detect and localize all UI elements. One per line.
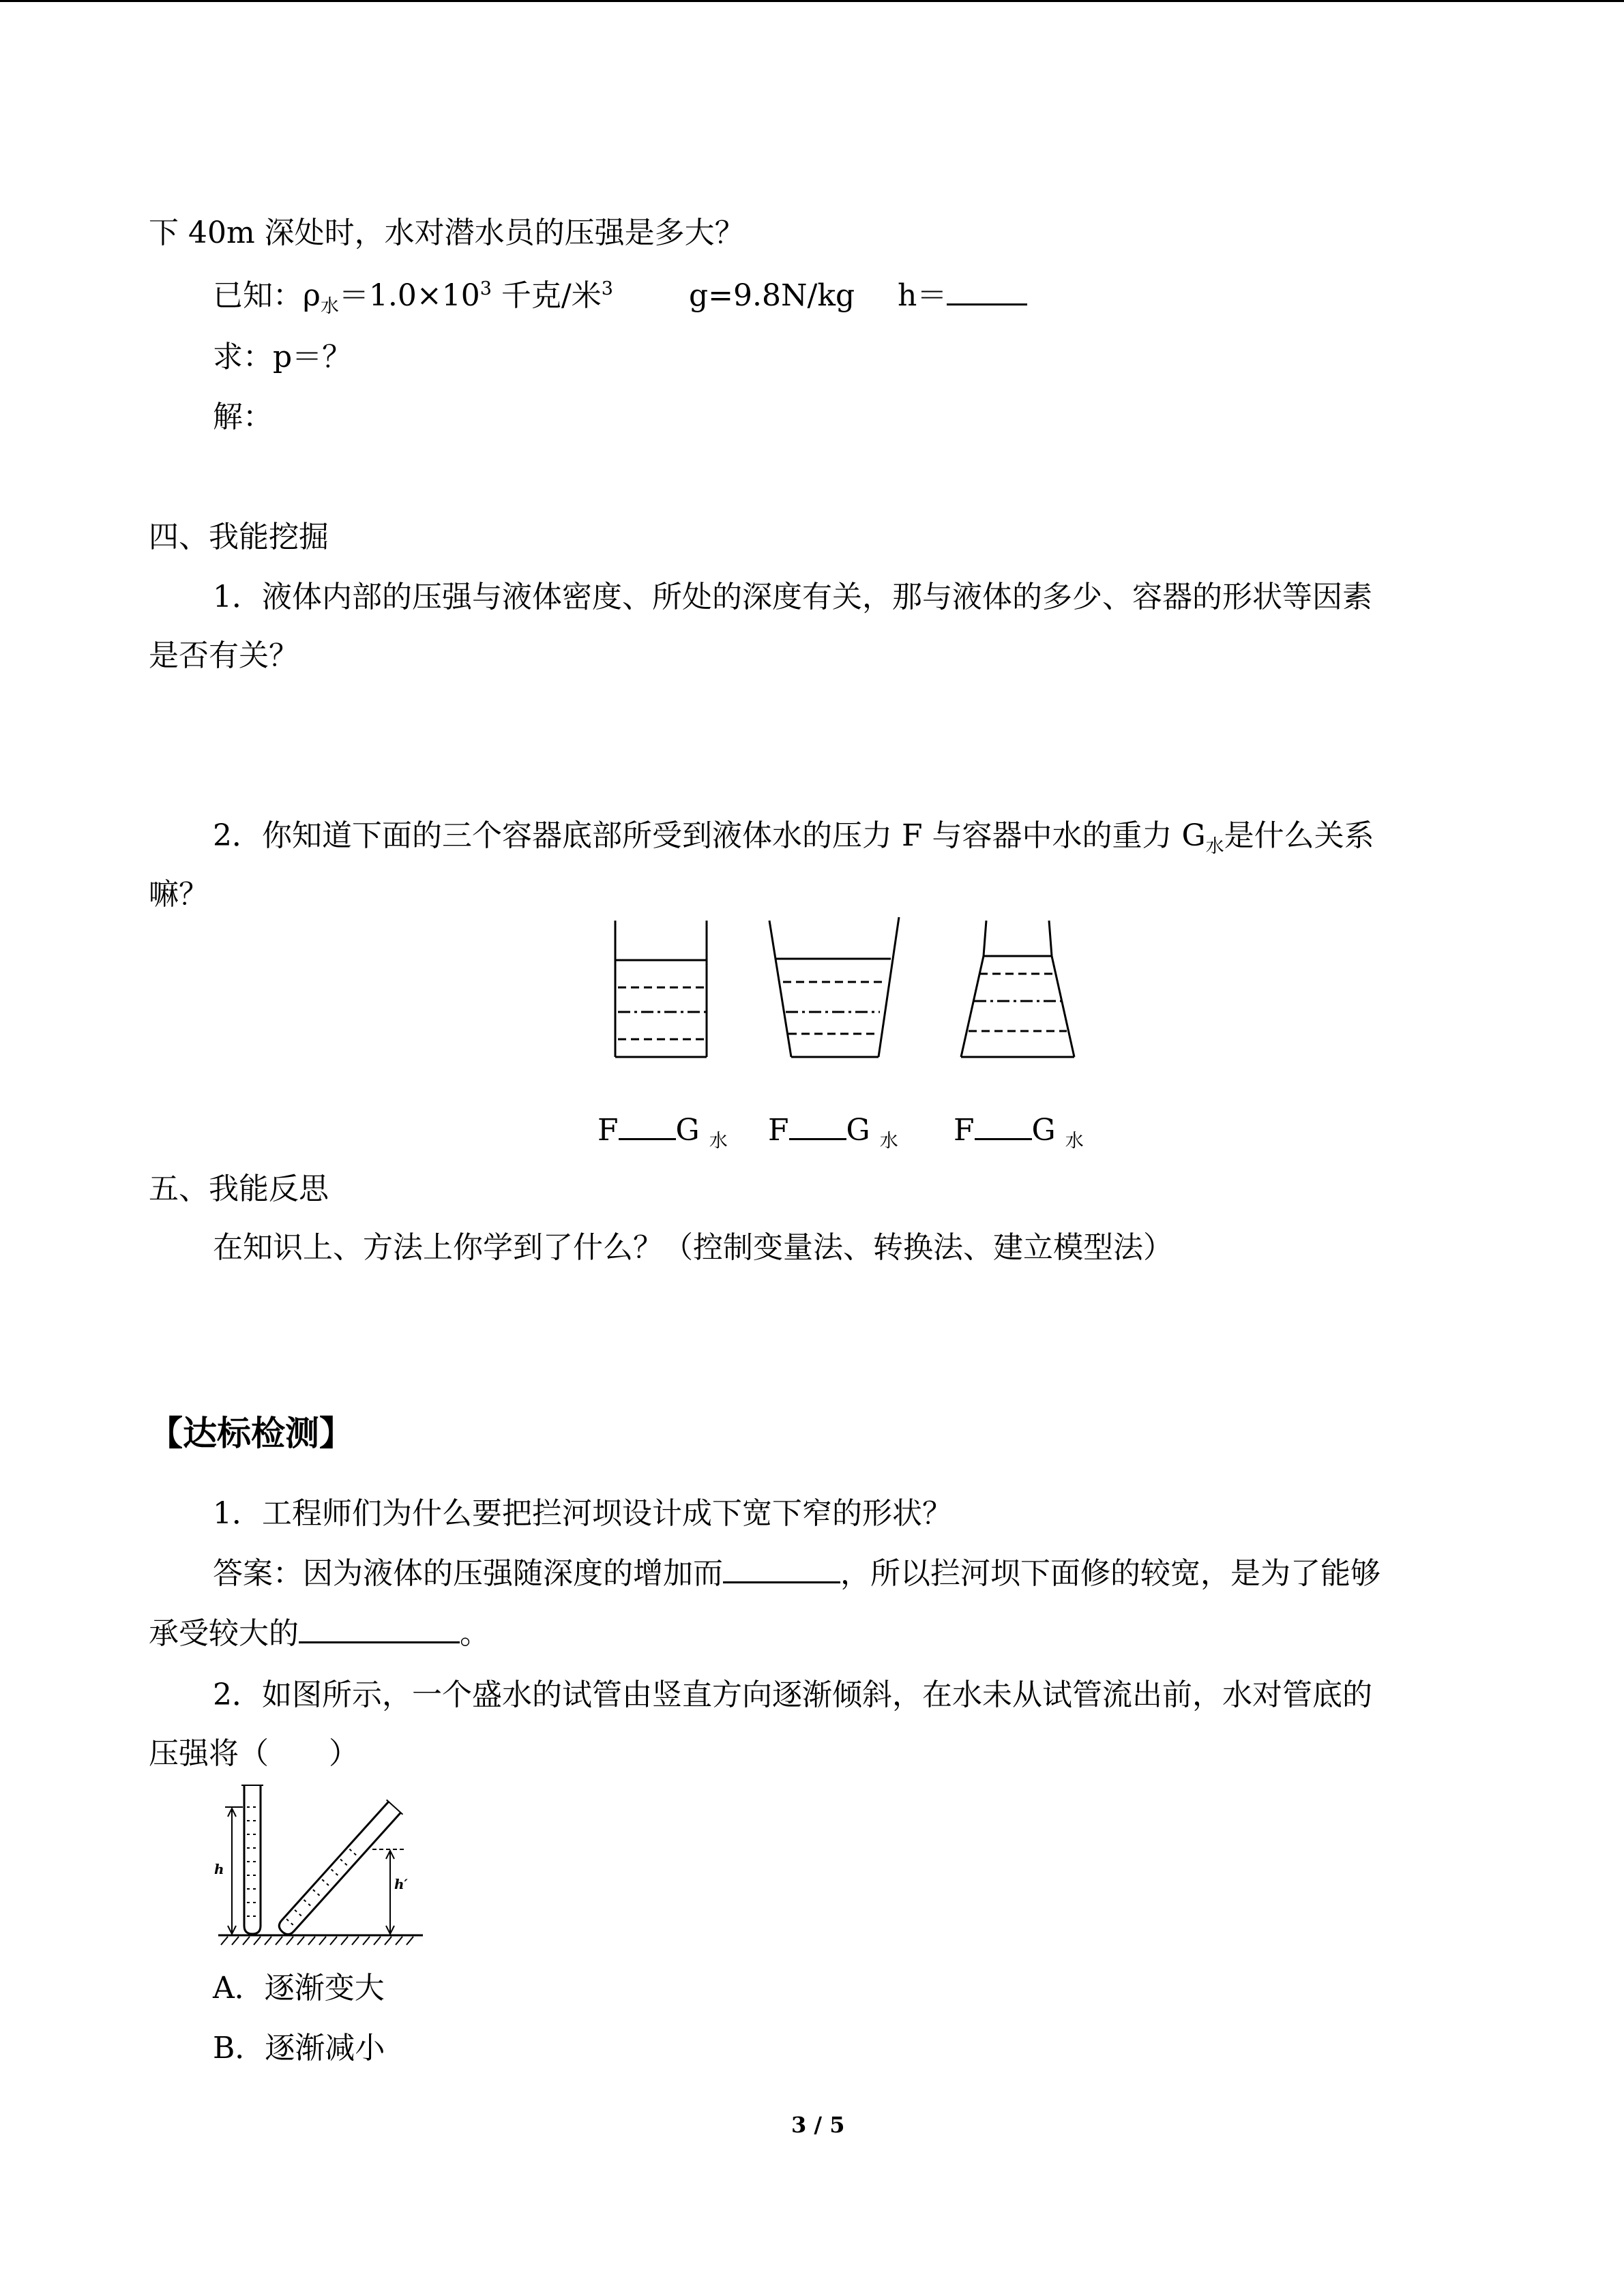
option-b: B．逐渐减小 (213, 2031, 385, 2066)
ask-line: 求：p＝？ (213, 340, 353, 374)
f-symbol: F (597, 1113, 619, 1148)
reflect-line: 在知识上、方法上你学到了什么？（控制变量法、转换法、建立模型法） (213, 1230, 1173, 1265)
q2-end: 是什么关系 (1224, 818, 1374, 853)
known-unit-exponent: 3 (601, 278, 613, 299)
vertical-tube (244, 1785, 261, 1934)
known-line (213, 275, 613, 320)
ground-hatching (221, 1937, 413, 1945)
q1-line2: 是否有关？ (149, 638, 299, 673)
g-symbol: G (1031, 1113, 1056, 1148)
g-subscript: 水 (1065, 1131, 1084, 1152)
test-a1-line2 (149, 1613, 490, 1654)
h-arrow (225, 1807, 243, 1934)
a1-end: 。 (460, 1616, 490, 1651)
test-q2-line1: 2．如图所示，一个盛水的试管由竖直方向逐渐倾斜，在水未从试管流出前，水对管底的 (213, 1678, 1372, 1712)
a1-text-2: 承受较大的 (149, 1616, 299, 1651)
known-prefix: 已知：ρ (213, 278, 321, 313)
test-section-title: 【达标检测】 (149, 1414, 353, 1453)
page-number: 3 / 5 (791, 2112, 845, 2138)
fg-label-3 (954, 1110, 1084, 1155)
a1-text: 答案：因为液体的压强随深度的增加而 (213, 1556, 723, 1591)
test-q2-line2: 压强将（ ） (149, 1736, 359, 1771)
option-a: A．逐渐变大 (213, 1971, 385, 2006)
q2-subscript: 水 (1205, 836, 1224, 857)
f-symbol: F (768, 1113, 789, 1148)
fg-label-1 (597, 1110, 728, 1155)
section-4-heading: 四、我能挖掘 (149, 520, 329, 554)
q2-line2: 嘛？ (149, 877, 209, 912)
container-wide-top (769, 917, 899, 1057)
f-symbol: F (954, 1113, 975, 1148)
g-subscript: 水 (879, 1131, 898, 1152)
three-containers-figure (600, 914, 1091, 1064)
h-label: h (214, 1861, 224, 1877)
known-g: g=9.8N/kg (689, 278, 855, 313)
test-a1-line1 (213, 1553, 1381, 1594)
rho-subscript: 水 (320, 296, 339, 317)
known-h-label: h＝ (898, 278, 947, 313)
top-border (0, 0, 1624, 2)
q2-line1 (213, 816, 1374, 861)
a1-mid: ，所以拦河坝下面修的较宽，是为了能够 (840, 1556, 1381, 1591)
h-blank (947, 279, 1027, 305)
a1-blank-2 (299, 1617, 460, 1643)
g-symbol: G (846, 1113, 870, 1148)
q1-line1: 1．液体内部的压强与液体密度、所处的深度有关，那与液体的多少、容器的形状等因素 (213, 580, 1372, 614)
container-narrow-top (961, 921, 1074, 1057)
a1-blank-1 (723, 1557, 840, 1583)
container-straight (615, 921, 707, 1057)
g-symbol: G (675, 1113, 700, 1148)
known-exponent: 3 (479, 278, 492, 299)
known-eq: ＝1.0×10 (338, 278, 480, 313)
problem-tail: 下 40m 深处时，水对潜水员的压强是多大？ (149, 215, 745, 250)
test-q1: 1．工程师们为什么要把拦河坝设计成下宽下窄的形状？ (213, 1496, 952, 1531)
known-unit: 千克/米 (491, 278, 602, 313)
h-prime-label: h′ (394, 1876, 408, 1892)
fg-blank-1 (619, 1114, 676, 1140)
g-subscript: 水 (709, 1131, 728, 1152)
vertical-tube-water (247, 1807, 258, 1916)
q2-text: 2．你知道下面的三个容器底部所受到液体水的压力 F 与容器中水的重力 G (213, 818, 1206, 853)
fg-blank-3 (975, 1114, 1032, 1140)
section-5-heading: 五、我能反思 (149, 1172, 329, 1206)
fg-label-2 (768, 1110, 898, 1155)
test-tube-figure (211, 1780, 430, 1950)
tilted-tube (274, 1800, 402, 1939)
known-h (898, 275, 1027, 316)
fg-blank-2 (789, 1114, 846, 1140)
solve-line: 解： (213, 400, 273, 434)
